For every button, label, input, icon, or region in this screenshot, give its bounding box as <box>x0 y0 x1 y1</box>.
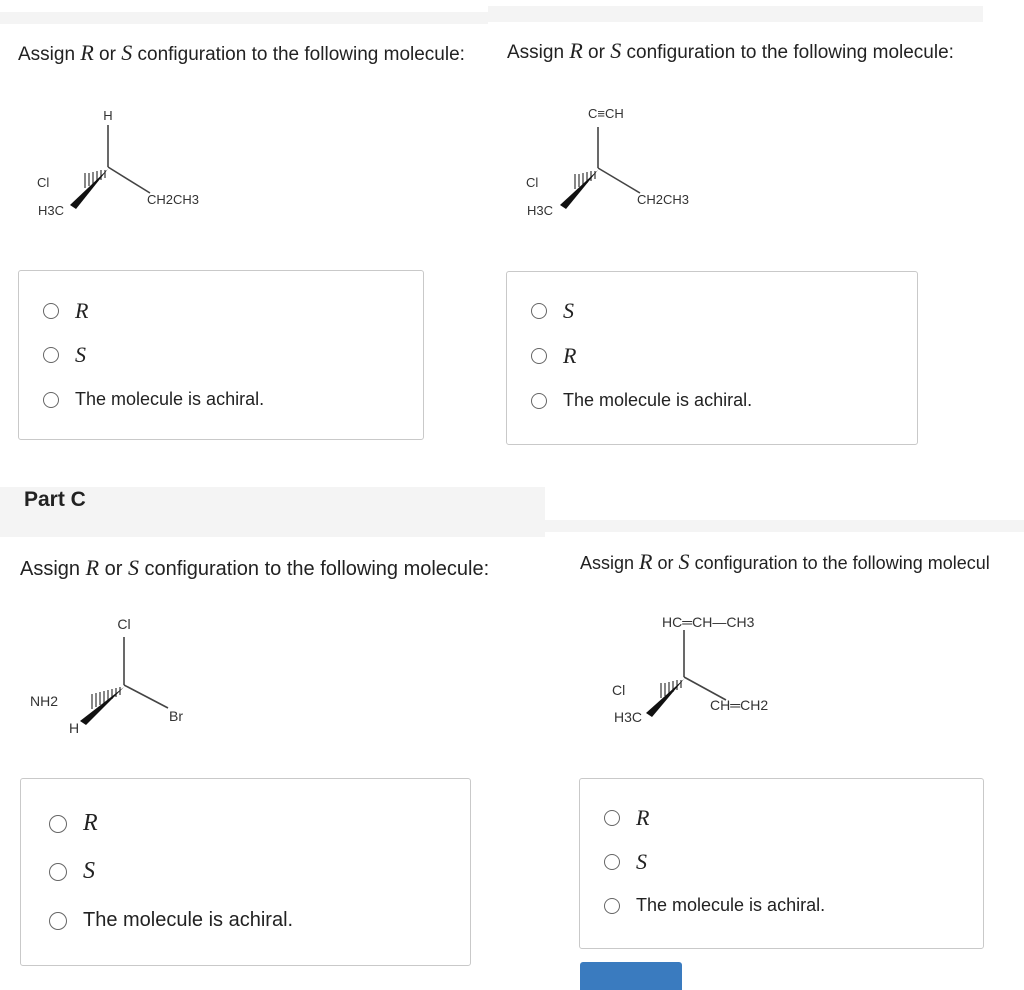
question-3-prompt: Assign R or S configuration to the following molecule: <box>20 555 490 580</box>
question-4-prompt: Assign R or S configuration to the following molecul <box>580 549 990 574</box>
molecule-4-right-label: CH═CH2 <box>710 697 769 713</box>
molecule-4-top-label: HC═CH—CH3 <box>662 614 755 630</box>
molecule-2-top-label: C≡CH <box>588 106 624 121</box>
molecule-3-right-label: Br <box>169 708 183 724</box>
molecule-3-dash-label: H <box>69 720 80 736</box>
header-band-left <box>0 12 488 24</box>
question-3-option-achiral[interactable]: The molecule is achiral. <box>49 909 293 932</box>
part-d-band <box>545 520 1024 532</box>
molecule-3-top-label: Cl <box>117 616 131 632</box>
molecule-1-structure <box>0 95 260 235</box>
question-3-option-r[interactable]: R <box>49 810 98 837</box>
question-1-option-s[interactable]: S <box>43 342 86 368</box>
header-band-right <box>488 6 983 22</box>
question-2-option-s[interactable]: S <box>531 298 574 324</box>
question-2-option-achiral[interactable]: The molecule is achiral. <box>531 390 752 411</box>
question-4-option-s[interactable]: S <box>604 849 647 875</box>
question-2-prompt: Assign R or S configuration to the following molecule: <box>507 38 954 63</box>
question-1-prompt: Assign R or S configuration to the following molecule: <box>18 40 465 65</box>
molecule-2-structure <box>500 95 740 235</box>
molecule-4-structure <box>600 605 900 735</box>
radio-button[interactable] <box>49 912 67 930</box>
molecule-3-wedge-label: NH2 <box>30 693 59 709</box>
radio-button[interactable] <box>43 392 59 408</box>
radio-button[interactable] <box>43 303 59 319</box>
molecule-2-dash-label: H3C <box>527 203 554 218</box>
question-4-option-r[interactable]: R <box>604 805 649 831</box>
radio-button[interactable] <box>49 863 67 881</box>
molecule-1-dash-label: H3C <box>38 203 65 218</box>
molecule-3-structure <box>0 605 240 745</box>
molecule-2-right-label: CH2CH3 <box>637 192 690 207</box>
question-1-option-achiral[interactable]: The molecule is achiral. <box>43 389 264 410</box>
radio-button[interactable] <box>604 854 620 870</box>
submit-button[interactable] <box>580 962 682 990</box>
radio-button[interactable] <box>43 347 59 363</box>
molecule-1-wedge-label: Cl <box>37 175 50 190</box>
radio-button[interactable] <box>604 810 620 826</box>
molecule-4-dash-label: H3C <box>614 709 643 725</box>
question-1-option-r[interactable]: R <box>43 298 88 324</box>
radio-button[interactable] <box>531 303 547 319</box>
question-2-option-r[interactable]: R <box>531 343 576 369</box>
molecule-2-wedge-label: Cl <box>526 175 539 190</box>
radio-button[interactable] <box>531 348 547 364</box>
radio-button[interactable] <box>604 898 620 914</box>
question-3-option-s[interactable]: S <box>49 858 95 885</box>
part-c-title: Part C <box>24 488 86 511</box>
molecule-1-top-label: H <box>103 108 113 123</box>
question-4-option-achiral[interactable]: The molecule is achiral. <box>604 895 825 916</box>
molecule-1-right-label: CH2CH3 <box>147 192 200 207</box>
molecule-4-wedge-label: Cl <box>612 682 626 698</box>
radio-button[interactable] <box>49 815 67 833</box>
radio-button[interactable] <box>531 393 547 409</box>
